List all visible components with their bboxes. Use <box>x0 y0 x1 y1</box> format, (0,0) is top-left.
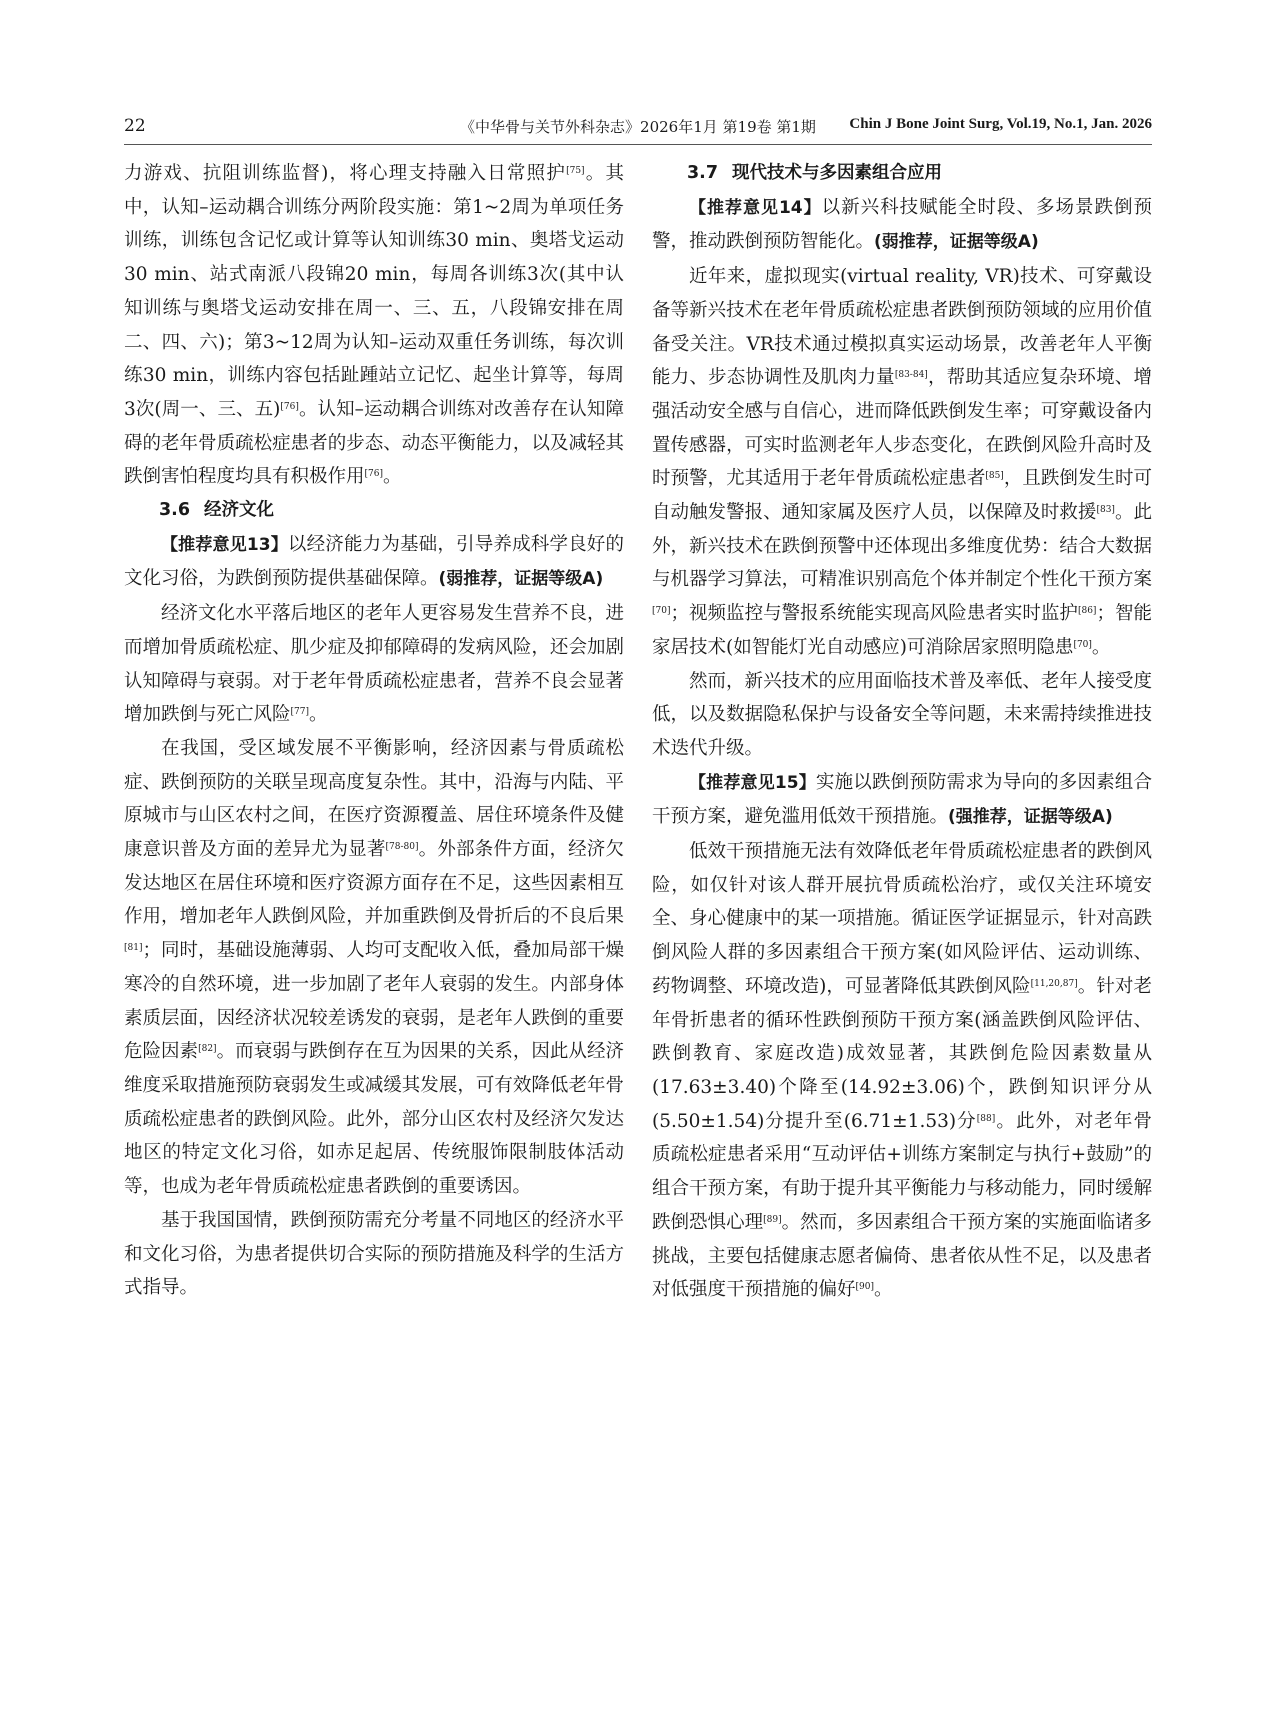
text-run: 。然而，多因素组合干预方案的实施面临诸多挑战，主要包括健康志愿者偏倚、患者依从性不足，以及患者对低强度干预措施的偏好 <box>652 1211 1152 1301</box>
text-run: ；智能家居技术(如智能灯光自动感应)可消除居家照明隐患 <box>652 603 1152 658</box>
text-run: 。 <box>309 704 328 726</box>
text-run: 。 <box>874 1279 893 1301</box>
citation: [70] <box>1073 639 1092 650</box>
paragraph <box>652 835 1152 1307</box>
text-run: 在我国，受区域发展不平衡影响，经济因素与骨质疏松症、跌倒预防的关联呈现高度复杂性。其中，沿海与内陆、平原城市与山区农村之间，在医疗资源覆盖、居住环境条件及健康意识普及方面的差异尤为显著 <box>124 737 624 861</box>
text-run: 。而衰弱与跌倒存在互为因果的关系，因此从经济维度采取措施预防衰弱发生或减缓其发展，可有效降低老年骨质疏松症患者的跌倒风险。此外，部分山区农村及经济欠发达地区的特定文化习俗，如赤足起居、传统服饰限制肢体活动等，也成为老年骨质疏松症患者跌倒的重要诱因。 <box>124 1041 624 1198</box>
paragraph <box>652 260 1152 664</box>
recommendation-grade: (弱推荐，证据等级A) <box>874 232 1039 253</box>
text-run: 。认知–运动耦合训练对改善存在认知障碍的老年骨质疏松症患者的步态、动态平衡能力，以及减轻其跌倒害怕程度均具有积极作用 <box>124 398 624 488</box>
page-number: 22 <box>124 116 146 136</box>
recommendation-text: 以经济能力为基础，引导养成科学良好的文化习俗，为跌倒预防提供基础保障。 <box>124 533 624 590</box>
text-run: 。此外，新兴技术在跌倒预警中还体现出多维度优势：结合大数据与机器学习算法，可精准识别高危个体并制定个性化干预方案 <box>652 502 1152 591</box>
text-run: 经济文化水平落后地区的老年人更容易发生营养不良，进而增加骨质疏松症、肌少症及抑郁障碍的发病风险，还会加剧认知障碍与衰弱。对于老年骨质疏松症患者，营养不良会显著增加跌倒与死亡风险 <box>124 603 624 726</box>
citation: [78-80] <box>385 842 419 853</box>
section-heading-3-6 <box>124 494 624 528</box>
text-run: 。外部条件方面，经济欠发达地区在居住环境和医疗资源方面存在不足，这些因素相互作用，增加老年人跌倒风险，并加重跌倒及骨折后的不良后果 <box>124 839 624 928</box>
text-run: 。 <box>383 466 402 488</box>
text-run: ；同时，基础设施薄弱、人均可支配收入低，叠加局部干燥寒冷的自然环境，进一步加剧了老年人衰弱的发生。内部身体素质层面，因经济状况较差诱发的衰弱，是老年人跌倒的重要危险因素 <box>124 940 624 1063</box>
journal-title-cn: 《中华骨与关节外科杂志》2026年1月 第19卷 第1期 <box>460 118 816 136</box>
text-run: 近年来，虚拟现实(virtual reality, VR)技术、可穿戴设备等新兴技术在老年骨质疏松症患者跌倒预防领域的应用价值备受关注。VR技术通过模拟真实运动场景，改善老年人平衡能力、步态协调性及肌肉力量 <box>652 266 1152 389</box>
citation: [81] <box>124 943 143 954</box>
recommendation-label: 【推荐意见15】 <box>689 772 816 793</box>
text-run: 。 <box>1091 636 1111 658</box>
section-number: 3.6 <box>159 500 191 521</box>
citation: [83-84] <box>894 370 928 381</box>
citation: [86] <box>1077 606 1097 617</box>
recommendation-label: 【推荐意见14】 <box>689 197 822 218</box>
citation: [70] <box>652 606 671 617</box>
text-run: 。针对老年骨折患者的循环性跌倒预防干预方案(涵盖跌倒风险评估、跌倒教育、家庭改造)成效显著，其跌倒危险因素数量从(17.63±3.40)个降至(14.92±3.06)个，跌倒知识评分从(5.50±1.54)分提升至(6.71±1.53)分 <box>652 975 1152 1132</box>
recommendation-13 <box>124 528 624 597</box>
header-rule <box>124 144 1152 145</box>
recommendation-text: 实施以跌倒预防需求为导向的多因素组合干预方案，避免滥用低效干预措施。 <box>652 771 1152 828</box>
recommendation-grade: (弱推荐，证据等级A) <box>438 569 604 590</box>
citation: [77] <box>290 707 309 718</box>
citation: [76] <box>364 469 383 480</box>
paragraph <box>652 665 1152 766</box>
citation: [89] <box>763 1214 782 1225</box>
citation: [83] <box>1096 505 1115 516</box>
text-run: 。其中，认知–运动耦合训练分两阶段实施：第1~2周为单项任务训练，训练包含记忆或计算等认知训练30 min、奥塔戈运动30 min、站式南派八段锦20 min，每周各训练3次(其中认知训练与奥塔戈运动安排在周一、三、五，八段锦安排在周二、四、六)；第3~12周为认知–运动双重任务训练，每次训练30 min，训练内容包括趾踵站立记忆、起坐计算等，每周3次(周一、三、五) <box>124 163 624 420</box>
recommendation-14 <box>652 191 1152 260</box>
journal-title-en: Chin J Bone Joint Surg, Vol.19, No.1, Jan. 2026 <box>849 116 1152 132</box>
text-run: 低效干预措施无法有效降低老年骨质疏松症患者的跌倒风险，如仅针对该人群开展抗骨质疏松治疗，或仅关注环境安全、身心健康中的某一项措施。循证医学证据显示，针对高跌倒风险人群的多因素组合干预方案(如风险评估、运动训练、药物调整、环境改造)，可显著降低其跌倒风险 <box>652 841 1152 997</box>
citation: [90] <box>855 1282 874 1293</box>
paragraph <box>124 1204 624 1305</box>
page-header <box>124 108 1152 144</box>
text-run: 基于我国国情，跌倒预防需充分考量不同地区的经济水平和文化习俗，为患者提供切合实际的预防措施及科学的生活方式指导。 <box>124 1209 624 1299</box>
section-number: 3.7 <box>687 163 719 183</box>
left-column <box>124 157 624 1305</box>
paragraph <box>124 597 624 732</box>
citation: [76] <box>280 401 299 412</box>
recommendation-label: 【推荐意见13】 <box>161 534 288 555</box>
recommendation-grade: (强推荐，证据等级A) <box>948 807 1113 828</box>
paragraph <box>124 157 624 494</box>
citation: [85] <box>985 471 1004 482</box>
recommendation-text: 以新兴科技赋能全时段、多场景跌倒预警，推动跌倒预防智能化。 <box>652 196 1152 253</box>
citation: [75] <box>566 166 585 176</box>
citation: [82] <box>198 1044 217 1055</box>
text-run: ；视频监控与警报系统能实现高风险患者实时监护 <box>670 603 1078 625</box>
text-run: ，且跌倒发生时可自动触发警报、通知家属及医疗人员，以保障及时救援 <box>652 468 1152 524</box>
right-column <box>652 157 1152 1307</box>
citation: [11,20,87] <box>1030 978 1078 989</box>
paragraph <box>124 732 624 1204</box>
recommendation-15 <box>652 766 1152 835</box>
text-run: ，帮助其适应复杂环境、增强活动安全感与自信心，进而降低跌倒发生率；可穿戴设备内置传感器，可实时监测老年人步态变化，在跌倒风险升高时及时预警，尤其适用于老年骨质疏松症患者 <box>652 367 1152 490</box>
text-run: 然而，新兴技术的应用面临技术普及率低、老年人接受度低，以及数据隐私保护与设备安全等问题，未来需持续推进技术迭代升级。 <box>652 670 1152 759</box>
section-title: 经济文化 <box>204 500 275 521</box>
section-heading-3-7 <box>652 157 1152 191</box>
text-run: 力游戏、抗阻训练监督)，将心理支持融入日常照护 <box>124 163 567 184</box>
citation: [88] <box>976 1113 996 1124</box>
section-title: 现代技术与多因素组合应用 <box>732 163 943 183</box>
text-run: 。此外，对老年骨质疏松症患者采用“互动评估+训练方案制定与执行+鼓励”的组合干预方案，有助于提升其平衡能力与移动能力，同时缓解跌倒恐惧心理 <box>652 1110 1152 1233</box>
